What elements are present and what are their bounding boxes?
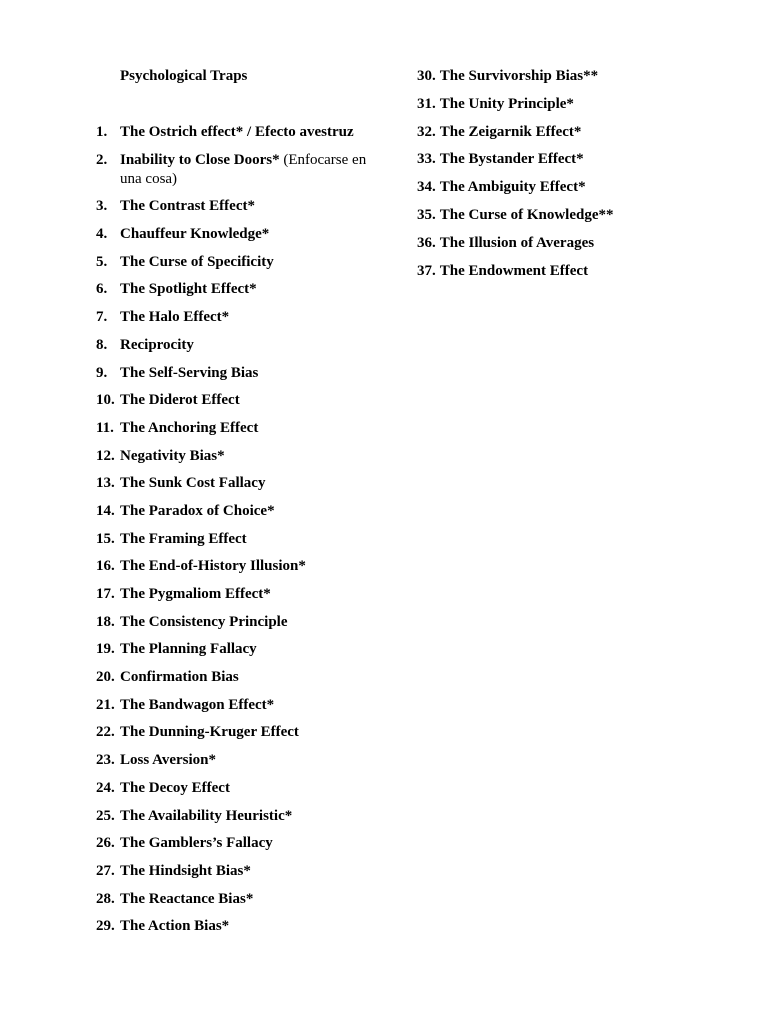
list-item [96, 530, 386, 549]
item-text [120, 474, 386, 493]
item-name: The Framing Effect [120, 530, 247, 547]
list-item [96, 419, 386, 438]
list-item [96, 668, 386, 687]
item-name: The Ambiguity Effect* [439, 179, 586, 196]
item-text [440, 67, 737, 86]
item-name: Negativity Bias* [120, 447, 225, 464]
item-number: 3. [96, 198, 108, 215]
item-text [120, 151, 386, 189]
item-name: The Availability Heuristic* [120, 807, 293, 824]
item-text [120, 557, 386, 576]
item-text [120, 751, 386, 770]
list-item [96, 640, 386, 659]
list-item [96, 917, 386, 936]
list-item [96, 834, 386, 853]
item-text [120, 530, 386, 549]
item-name: The Consistency Principle [120, 613, 288, 630]
item-number: 6. [96, 281, 108, 298]
item-name: The Anchoring Effect [120, 419, 259, 436]
item-text [440, 150, 737, 169]
item-name: The Gamblers’s Fallacy [120, 835, 273, 852]
item-name: Reciprocity [120, 336, 194, 353]
item-text [440, 262, 737, 281]
item-name: The Diderot Effect [120, 392, 240, 409]
list-item [96, 585, 386, 604]
item-text [120, 123, 386, 142]
item-text [120, 419, 386, 438]
item-text [120, 668, 386, 687]
list-item [417, 206, 737, 225]
item-number: 25. [96, 807, 115, 824]
item-name: The Survivorship Bias** [439, 68, 599, 84]
item-text [440, 178, 737, 197]
list-item [96, 696, 386, 715]
list-item [96, 253, 386, 272]
item-name: The Zeigarnik Effect* [439, 123, 582, 140]
item-number: 23. [96, 752, 115, 769]
list-item [417, 234, 737, 253]
list-item [96, 225, 386, 244]
item-name: The Halo Effect* [120, 309, 230, 326]
item-number: 12. [96, 447, 115, 464]
item-number: 9. [96, 364, 108, 381]
item-name: The Ostrich effect* / Efecto avestruz [120, 124, 354, 140]
left-column [96, 67, 386, 945]
item-name: The Action Bias* [120, 918, 230, 935]
list-item [96, 723, 386, 742]
item-text [440, 234, 737, 253]
item-text [120, 364, 386, 383]
item-text [120, 640, 386, 659]
item-text [440, 123, 737, 142]
item-text [120, 585, 386, 604]
item-name: The Illusion of Averages [439, 234, 595, 251]
item-number: 21. [96, 696, 115, 713]
list-item [417, 262, 737, 281]
item-number: 32. [417, 123, 436, 140]
item-number: 11. [96, 419, 114, 436]
item-name: Chauffeur Knowledge* [120, 226, 270, 243]
item-number: 1. [96, 124, 108, 140]
item-name: The Spotlight Effect* [120, 281, 257, 298]
item-number: 28. [96, 890, 115, 907]
list-item [96, 364, 386, 383]
item-name: The Endowment Effect [439, 262, 589, 279]
list-item [96, 280, 386, 299]
list-item [417, 67, 737, 86]
item-number: 22. [96, 724, 115, 741]
item-number: 14. [96, 502, 115, 519]
list-item [417, 178, 737, 197]
list-item [96, 807, 386, 826]
item-name: The Self-Serving Bias [120, 364, 259, 381]
item-number: 15. [96, 530, 115, 547]
list-item [96, 123, 386, 142]
list-item [417, 150, 737, 169]
item-text [120, 779, 386, 798]
item-name: Inability to Close Doors* [120, 151, 280, 168]
list-item [417, 95, 737, 114]
item-number: 34. [417, 179, 436, 196]
item-name: The Decoy Effect [120, 779, 230, 796]
list-item [96, 151, 386, 189]
item-number: 26. [96, 835, 115, 852]
item-text [120, 280, 386, 299]
list-item [96, 447, 386, 466]
item-number: 36. [417, 234, 436, 251]
list-item [96, 613, 386, 632]
list-item [96, 391, 386, 410]
item-text [120, 197, 386, 216]
list-item [96, 557, 386, 576]
item-text [120, 613, 386, 632]
item-number: 2. [96, 151, 108, 168]
item-text [120, 807, 386, 826]
item-name: The Bandwagon Effect* [120, 696, 275, 713]
item-name: The Hindsight Bias* [120, 862, 251, 879]
item-name: The Contrast Effect* [120, 198, 255, 215]
item-name: The End-of-History Illusion* [120, 558, 306, 575]
list-item [96, 779, 386, 798]
item-note: (Enfocarse en una cosa) [120, 151, 367, 187]
item-number: 29. [96, 918, 115, 935]
item-text [440, 206, 737, 225]
item-text [120, 502, 386, 521]
item-text [120, 336, 386, 355]
item-number: 18. [96, 613, 115, 630]
item-number: 10. [96, 392, 115, 409]
item-text [120, 308, 386, 327]
item-name: Loss Aversion* [120, 752, 216, 769]
item-number: 31. [417, 95, 436, 112]
item-number: 4. [96, 226, 108, 243]
item-text [120, 917, 386, 936]
item-number: 37. [417, 262, 436, 279]
item-name: The Curse of Knowledge** [439, 206, 614, 223]
item-number: 13. [96, 475, 115, 492]
item-text [120, 696, 386, 715]
list-item [96, 308, 386, 327]
item-text [120, 225, 386, 244]
list-item [96, 862, 386, 881]
item-name: The Curse of Specificity [120, 253, 274, 270]
item-text [440, 95, 737, 114]
item-number: 27. [96, 862, 115, 879]
item-number: 17. [96, 586, 115, 602]
item-name: The Dunning-Kruger Effect [120, 724, 299, 741]
item-number: 16. [96, 558, 115, 575]
list-item [96, 197, 386, 216]
item-number: 19. [96, 641, 115, 658]
item-name: The Planning Fallacy [120, 641, 257, 658]
right-column [417, 67, 737, 289]
list-item [96, 751, 386, 770]
list-item [417, 123, 737, 142]
item-name: Confirmation Bias [120, 669, 239, 686]
item-text [120, 391, 386, 410]
item-name: The Unity Principle* [439, 95, 574, 112]
trap-list-right [417, 67, 737, 281]
document-title: Psychological Traps [120, 68, 248, 84]
item-text [120, 890, 386, 909]
item-number: 20. [96, 669, 115, 686]
list-item [96, 336, 386, 355]
list-item [96, 474, 386, 493]
item-name: The Pygmaliom Effect* [120, 586, 271, 602]
item-text [120, 447, 386, 466]
item-number: 5. [96, 253, 108, 270]
trap-list-left [96, 123, 386, 936]
item-name: The Paradox of Choice* [120, 502, 275, 519]
list-item [96, 502, 386, 521]
item-text [120, 862, 386, 881]
item-text [120, 253, 386, 272]
item-number: 7. [96, 309, 108, 326]
list-item [96, 890, 386, 909]
item-number: 35. [417, 206, 436, 223]
item-name: The Sunk Cost Fallacy [120, 475, 266, 492]
item-name: The Bystander Effect* [439, 151, 584, 168]
item-number: 8. [96, 336, 108, 353]
item-text [120, 723, 386, 742]
item-name: The Reactance Bias* [120, 890, 254, 907]
item-number: 24. [96, 779, 115, 796]
item-number: 30. [417, 68, 436, 84]
item-number: 33. [417, 151, 436, 168]
item-text [120, 834, 386, 853]
